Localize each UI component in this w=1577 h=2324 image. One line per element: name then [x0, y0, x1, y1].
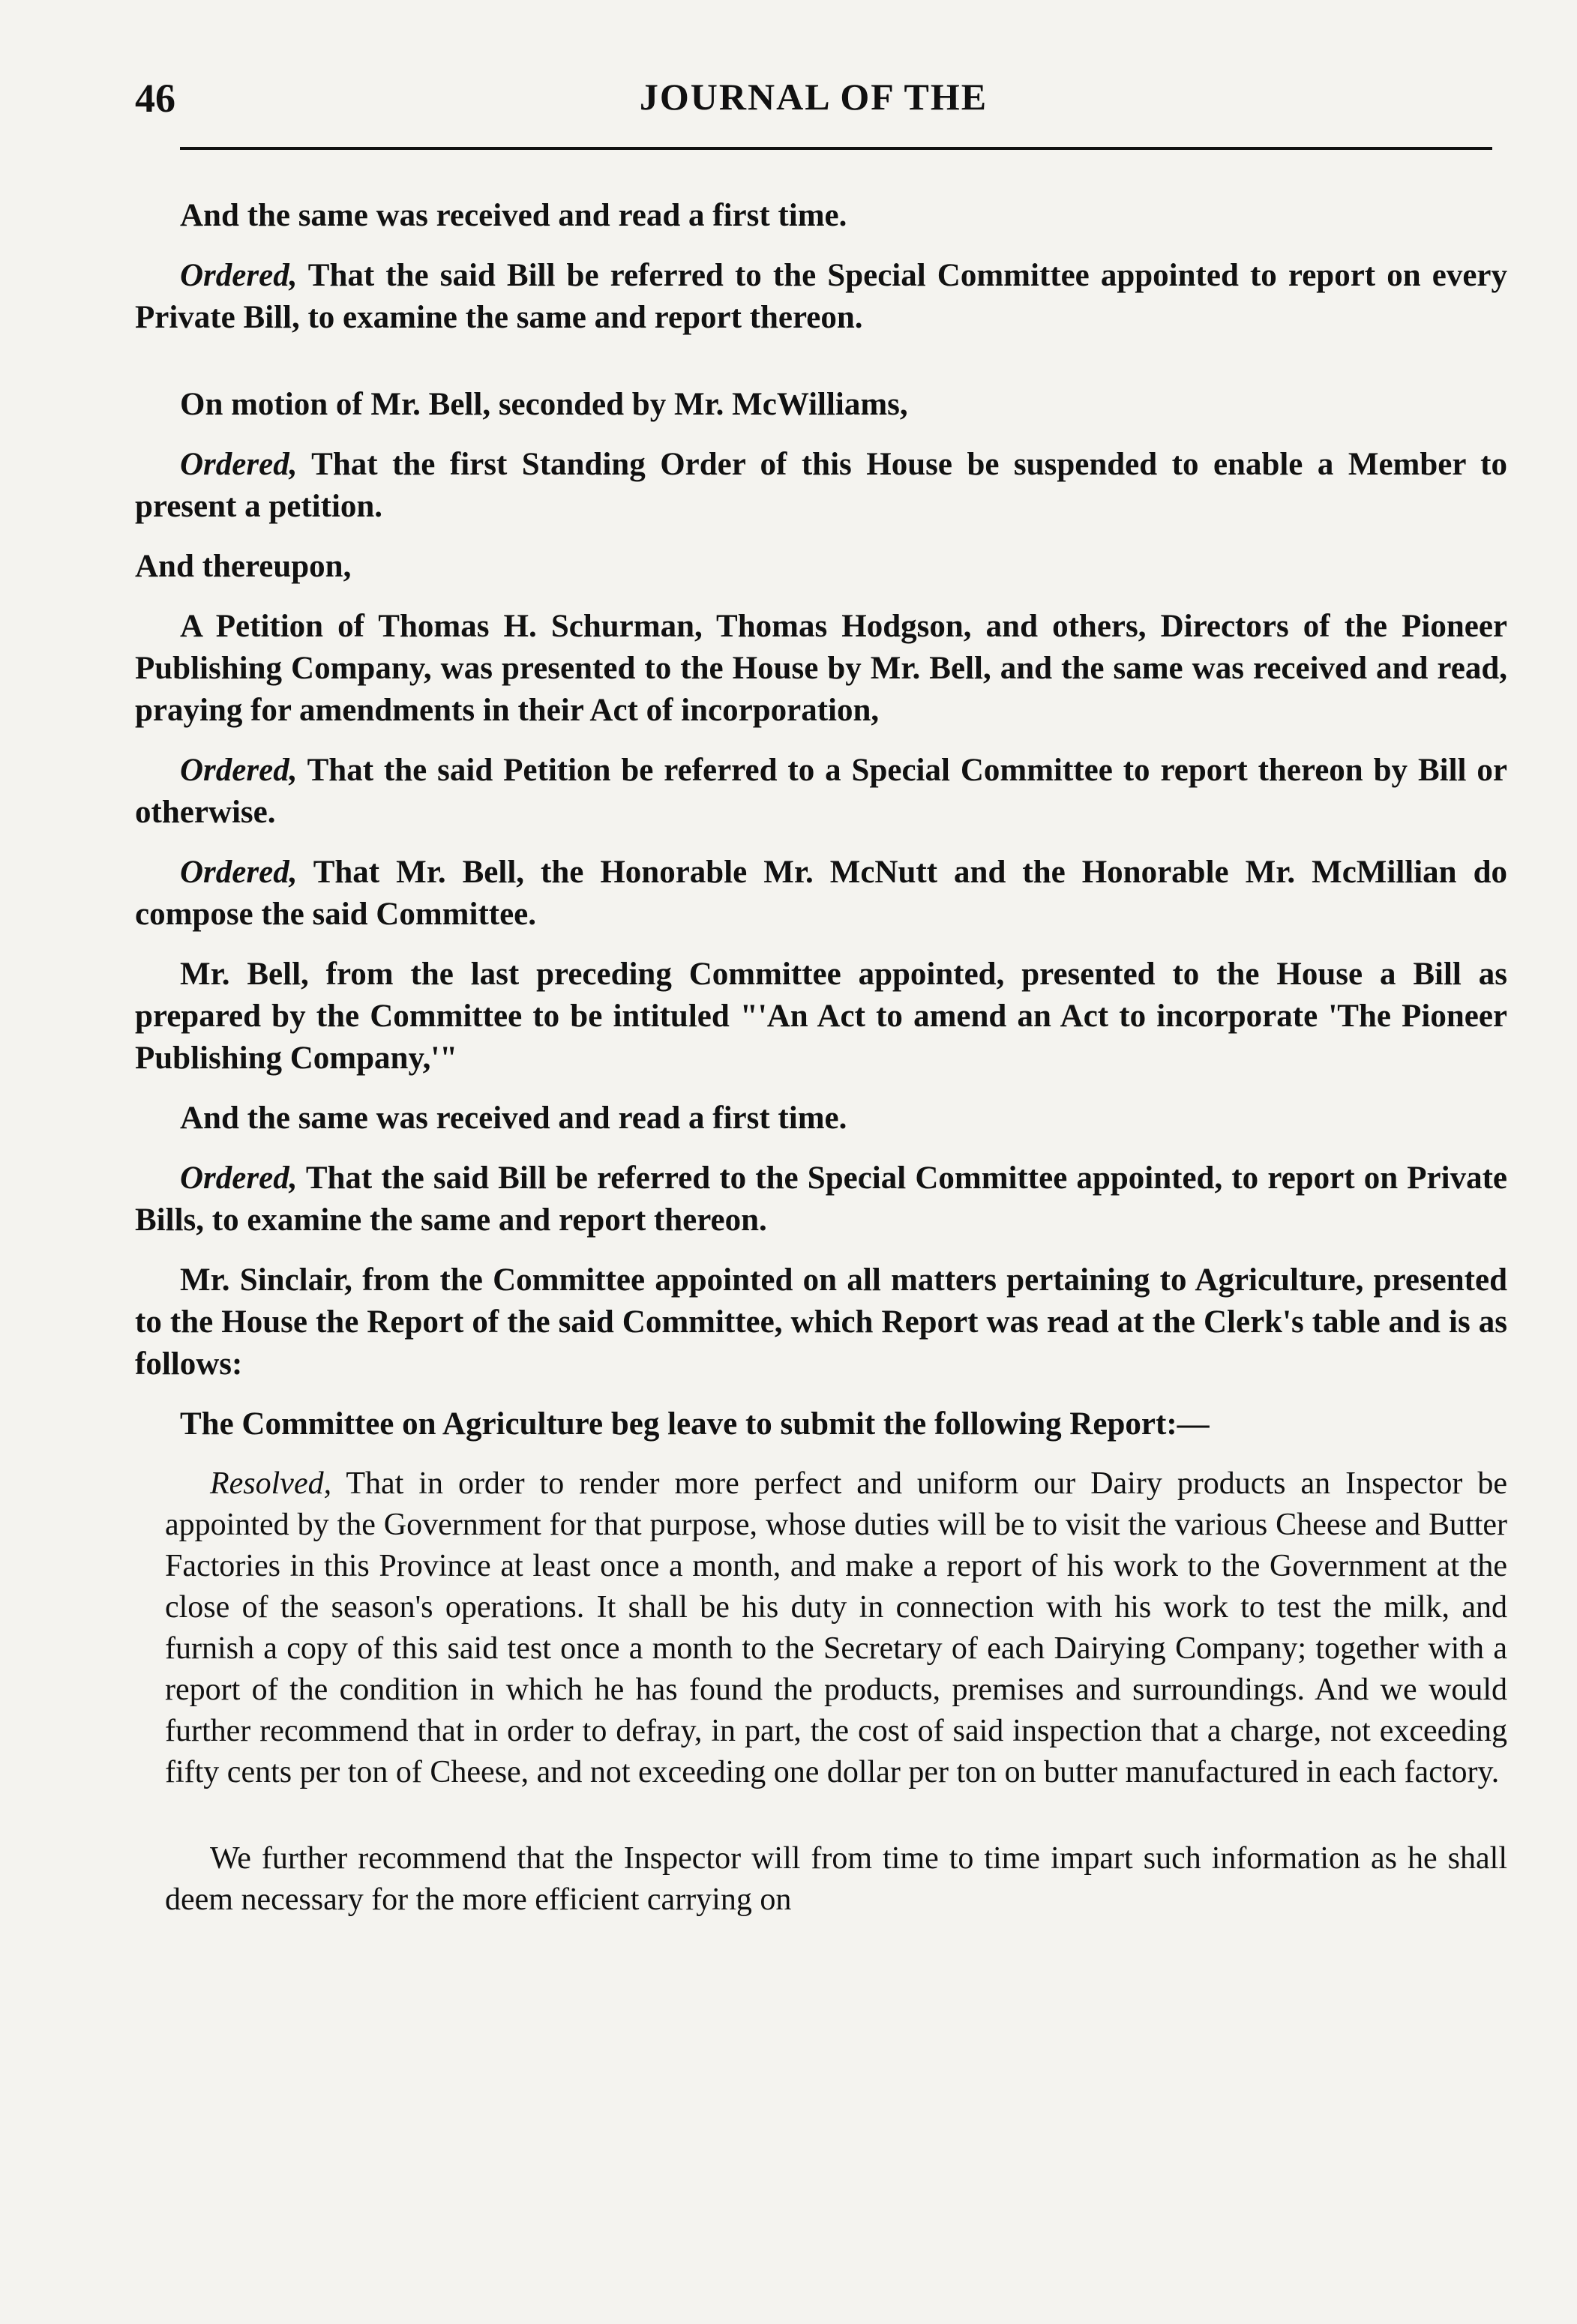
- ordered-lead: Ordered,: [180, 1161, 298, 1196]
- ordered-lead: Ordered,: [180, 753, 298, 788]
- page-number: 46: [135, 76, 175, 121]
- paragraph: Mr. Bell, from the last preceding Committee appointed, presented to the House a Bill as prepared by the Committee to be intituled "'An Act to amend an Act to incorporate 'The Pioneer Publishing Company,'": [135, 957, 1507, 1076]
- ordered-lead: Ordered,: [180, 258, 298, 293]
- paragraph: Ordered, That the first Standing Order of this House be suspended to enable a Member to present a petition.: [135, 447, 1507, 524]
- ordered-lead: Ordered,: [180, 447, 298, 482]
- journal-body: [135, 195, 1507, 1939]
- paragraph: A Petition of Thomas H. Schurman, Thomas Hodgson, and others, Directors of the Pioneer Publishing Company, was presented to the House by Mr. Bell, and the same was received and read, praying for amendments in their Act of incorporation,: [135, 609, 1507, 728]
- paragraph: And thereupon,: [135, 549, 352, 584]
- paragraph: Mr. Sinclair, from the Committee appointed on all matters pertaining to Agriculture, presented to the House the Report of the said Committee, which Report was read at the Clerk's table and is as follows:: [135, 1262, 1507, 1382]
- report-paragraph: We further recommend that the Inspector will from time to time impart such information as he shall deem necessary for the more efficient carrying on: [165, 1841, 1507, 1917]
- report-paragraph: Resolved, That in order to render more perfect and uniform our Dairy products an Inspector be appointed by the Government for that purpose, whose duties will be to visit the various Cheese and Butter Factories in this Province at least once a month, and make a report of his work to the Government at the close of the season's operations. It shall be his duty in connection with his work to test the milk, and furnish a copy of this said test once a month to the Secretary of each Dairying Company; together with a report of the condition in which he has found the products, premises and surroundings. And we would further recommend that in order to defray, in part, the cost of said inspection that a charge, not exceeding fifty cents per ton of Cheese, and not exceeding one dollar per ton on butter manufactured in each factory.: [165, 1466, 1507, 1789]
- paragraph: And the same was received and read a first time.: [180, 198, 847, 233]
- paragraph: And the same was received and read a first time.: [180, 1101, 847, 1136]
- page-header: [135, 75, 1492, 142]
- running-head: JOURNAL OF THE: [639, 76, 988, 118]
- header-rule: [180, 147, 1492, 150]
- paragraph: Ordered, That the said Petition be referred to a Special Committee to report thereon by Bill or otherwise.: [135, 753, 1507, 830]
- ordered-lead: Ordered,: [180, 855, 298, 890]
- paragraph: Ordered, That the said Bill be referred to the Special Committee appointed, to report on Private Bills, to examine the same and report thereon.: [135, 1161, 1507, 1238]
- paragraph: Ordered, That the said Bill be referred to the Special Committee appointed to report on every Private Bill, to examine the same and report thereon.: [135, 258, 1507, 335]
- paragraph: Ordered, That Mr. Bell, the Honorable Mr. McNutt and the Honorable Mr. McMillian do compose the said Committee.: [135, 855, 1507, 932]
- resolved-lead: Resolved,: [210, 1466, 332, 1501]
- paragraph: The Committee on Agriculture beg leave to submit the following Report:—: [180, 1406, 1210, 1442]
- paragraph: On motion of Mr. Bell, seconded by Mr. McWilliams,: [180, 387, 908, 422]
